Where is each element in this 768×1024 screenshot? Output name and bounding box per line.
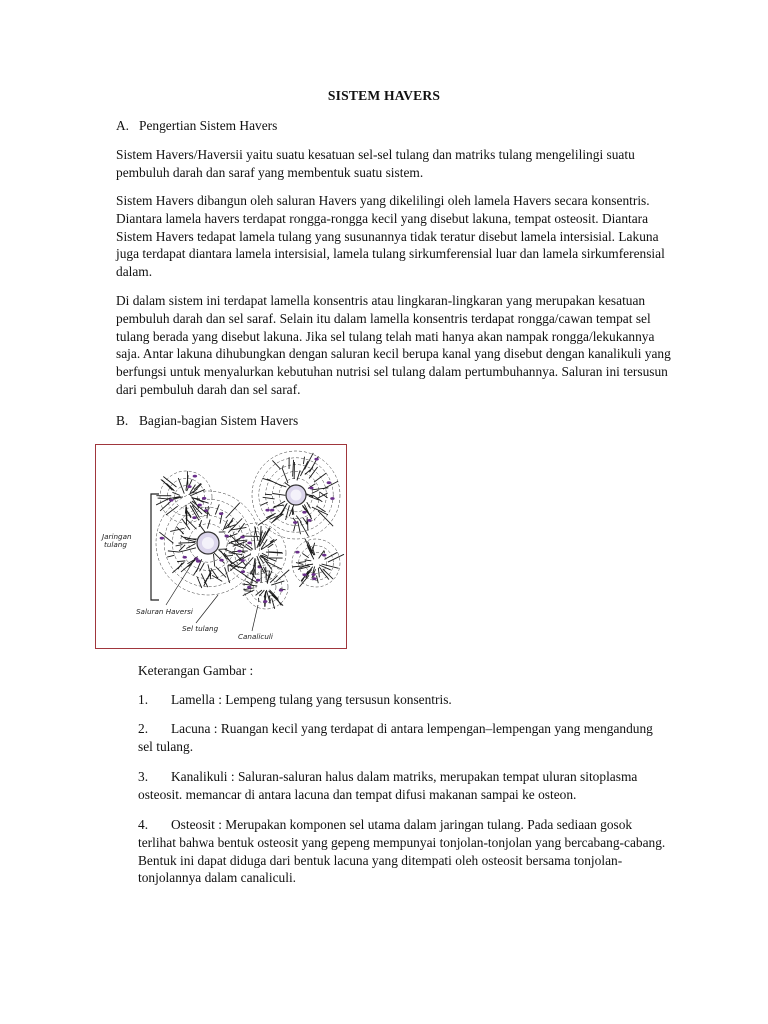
canaliculus	[314, 473, 326, 482]
lacuna	[187, 485, 191, 488]
legend-item-1	[138, 691, 668, 709]
lacuna	[197, 504, 201, 507]
canaliculus	[328, 554, 344, 562]
lacuna	[193, 475, 197, 478]
canaliculus	[272, 598, 275, 609]
legend-item-3	[138, 768, 668, 804]
canaliculus	[178, 563, 182, 569]
section-b-heading	[116, 412, 298, 430]
canaliculus	[179, 545, 185, 551]
lacuna	[240, 559, 244, 562]
canaliculus	[316, 576, 318, 584]
haversian-system-figure	[95, 444, 347, 649]
canaliculus	[226, 503, 240, 518]
lacuna	[160, 537, 164, 540]
label-saluran-haversi: Saluran Haversi	[136, 607, 193, 616]
canaliculus	[324, 551, 325, 553]
canaliculus	[286, 505, 290, 520]
lacuna	[295, 551, 299, 554]
lacuna	[302, 573, 306, 576]
paragraph-1: Sistem Havers/Haversii yaitu suatu kesatuan sel-sel tulang dan matriks tulang mengelilingi suatu pembuluh darah dan saraf yang membentuk suatu sistem.	[116, 147, 635, 180]
canaliculus	[197, 577, 202, 588]
lacuna	[202, 497, 206, 500]
page-title: SISTEM HAVERS	[327, 88, 441, 103]
canaliculus	[318, 568, 319, 578]
lacuna	[247, 541, 251, 544]
legend-item-number: 3.	[138, 769, 149, 784]
lacuna	[240, 536, 244, 539]
canaliculus	[254, 536, 255, 550]
section-a-heading	[116, 117, 277, 135]
canaliculus	[312, 490, 319, 493]
canaliculus	[305, 539, 312, 554]
canaliculus	[297, 470, 300, 480]
canaliculus	[273, 501, 285, 508]
lacuna	[256, 579, 260, 582]
canaliculus	[176, 545, 183, 546]
canaliculus	[168, 551, 179, 552]
lacuna	[311, 573, 315, 576]
legend-item-4	[138, 816, 668, 887]
canaliculus	[214, 554, 215, 566]
canaliculus	[179, 542, 195, 543]
canaliculus	[322, 564, 339, 568]
canaliculus	[302, 553, 308, 557]
lacuna	[312, 577, 316, 580]
canaliculus	[318, 511, 333, 526]
canaliculus	[279, 485, 286, 487]
canaliculus	[194, 483, 201, 489]
lacuna	[279, 589, 283, 592]
canaliculus	[303, 457, 304, 464]
section-b-title: Bagian-bagian Sistem Havers	[139, 413, 299, 428]
lacuna	[224, 535, 228, 538]
lacuna	[270, 509, 274, 512]
lacuna	[219, 559, 223, 562]
lacuna	[322, 554, 326, 557]
lacuna	[196, 560, 200, 563]
lacuna	[327, 481, 331, 484]
legend-item-text: Lamella : Lempeng tulang yang tersusun konsentris.	[171, 692, 452, 707]
canaliculus	[182, 519, 190, 530]
label-tulang: tulang	[104, 540, 127, 549]
bracket-line	[151, 494, 159, 600]
lacuna	[330, 497, 334, 500]
canaliculus	[259, 590, 264, 596]
canaliculus	[167, 555, 174, 557]
lacuna	[265, 509, 269, 512]
pointer-canaliculi	[252, 605, 258, 631]
lacuna	[309, 487, 313, 490]
lacuna	[307, 519, 311, 522]
legend-item-text: Kanalikuli : Saluran-saluran halus dalam matriks, merupakan tempat uluran sitoplasma osteosit. memancar di antara lacuna dan tempat difusi makanan sampai ke osteon.	[138, 769, 638, 802]
lacuna	[192, 516, 196, 519]
haversian-canal-lumen	[291, 490, 302, 501]
label-canaliculi: Canaliculi	[238, 632, 273, 641]
canaliculus	[307, 502, 311, 508]
lacuna	[169, 499, 173, 502]
canaliculus	[266, 567, 267, 580]
canaliculus	[283, 465, 284, 467]
lacuna	[302, 511, 306, 514]
legend-item-number: 2.	[138, 721, 149, 736]
lacuna	[314, 458, 318, 461]
lacuna	[219, 512, 223, 515]
canaliculus	[229, 553, 243, 555]
canaliculus	[271, 581, 284, 585]
canaliculus	[296, 516, 301, 523]
haversian-system-illustration	[96, 445, 345, 647]
canaliculus	[224, 553, 232, 564]
label-sel-tulang: Sel tulang	[182, 624, 219, 633]
canaliculus	[293, 460, 294, 477]
paragraph-3: Di dalam sistem ini terdapat lamella konsentris atau lingkaran-lingkaran yang merupakan kesatuan pembuluh darah dan sel saraf. Selain itu dalam lamella konsentris terdapat rongga/cawan tempat sel tulang berada yang disebut lakuna. Jika sel tulang telah mati hanya akan nampak rongga/lekukannya saja. Antar lakuna dihubungkan dengan saluran kecil berupa kanal yang disebut dengan kanalikuli yang berfungsi untuk menyalurkan kebutuhan nutrisi sel tulang dalam pertumbuhannya. Saluran ini tersusun dari pembuluh darah dan sel saraf.	[116, 293, 671, 397]
lacuna	[241, 570, 245, 573]
lacuna	[237, 550, 241, 553]
lacuna	[293, 521, 297, 524]
canaliculus	[186, 518, 197, 529]
canaliculus	[299, 562, 307, 563]
canaliculus	[163, 476, 176, 487]
haversian-canal-lumen	[202, 537, 214, 549]
lamella-ring	[243, 540, 268, 565]
label-jaringan: Jaringan	[102, 532, 132, 541]
canaliculus	[233, 541, 247, 546]
legend-item-text: Osteosit : Merupakan komponen sel utama dalam jaringan tulang. Pada sediaan gosok terlihat bahwa bentuk osteosit yang gepeng mempunyai tonjolan-tonjolan yang bercabang-cabang. Bentuk ini dapat diduga dari bentuk lacuna yang ditempati oleh osteosit bersama tonjolan-tonjolannya dalam canaliculi.	[138, 817, 666, 886]
section-b-letter: B.	[116, 413, 129, 428]
paragraph-2: Sistem Havers dibangun oleh saluran Havers yang dikelilingi oleh lamela Havers secara konsentris. Diantara lamela havers terdapat rongga-rongga kecil yang disebut lakuna, tempat osteosit. Diantara Sistem Havers tedapat lamela tulang yang susunannya tidak teratur disebut lamela intersisial. Lakuna juga terdapat diantara lamela intersisial, lamela tulang sirkumferensial luar dan lamela sirkumferensial dalam.	[116, 193, 665, 280]
canaliculus	[215, 504, 219, 514]
canaliculus	[225, 567, 230, 583]
lacuna	[263, 600, 267, 603]
canaliculus	[265, 494, 272, 495]
legend-title: Keterangan Gambar :	[138, 663, 254, 678]
canaliculus	[194, 568, 198, 575]
canaliculus	[172, 492, 180, 495]
canaliculus	[170, 528, 184, 531]
canaliculus	[199, 524, 205, 532]
canaliculus	[273, 514, 283, 522]
canaliculus	[267, 479, 281, 486]
canaliculus	[172, 562, 184, 573]
legend-item-text: Lacuna : Ruangan kecil yang terdapat di antara lempengan–lempengan yang mengandung sel tulang.	[138, 721, 653, 754]
section-a-title: Pengertian Sistem Havers	[139, 118, 278, 133]
canaliculus	[243, 557, 253, 568]
legend-item-number: 4.	[138, 817, 149, 832]
canaliculus	[258, 515, 274, 526]
lacuna	[183, 556, 187, 559]
section-a-letter: A.	[116, 118, 130, 133]
legend-item-number: 1.	[138, 692, 149, 707]
canaliculus	[254, 528, 255, 536]
canaliculus	[177, 561, 185, 562]
osteon-group	[156, 451, 344, 609]
canaliculus	[228, 518, 242, 532]
legend-item-2	[138, 720, 668, 756]
canaliculus	[309, 467, 317, 478]
canaliculus	[166, 506, 178, 515]
pointer-sel	[196, 595, 218, 623]
lacuna	[247, 586, 251, 589]
